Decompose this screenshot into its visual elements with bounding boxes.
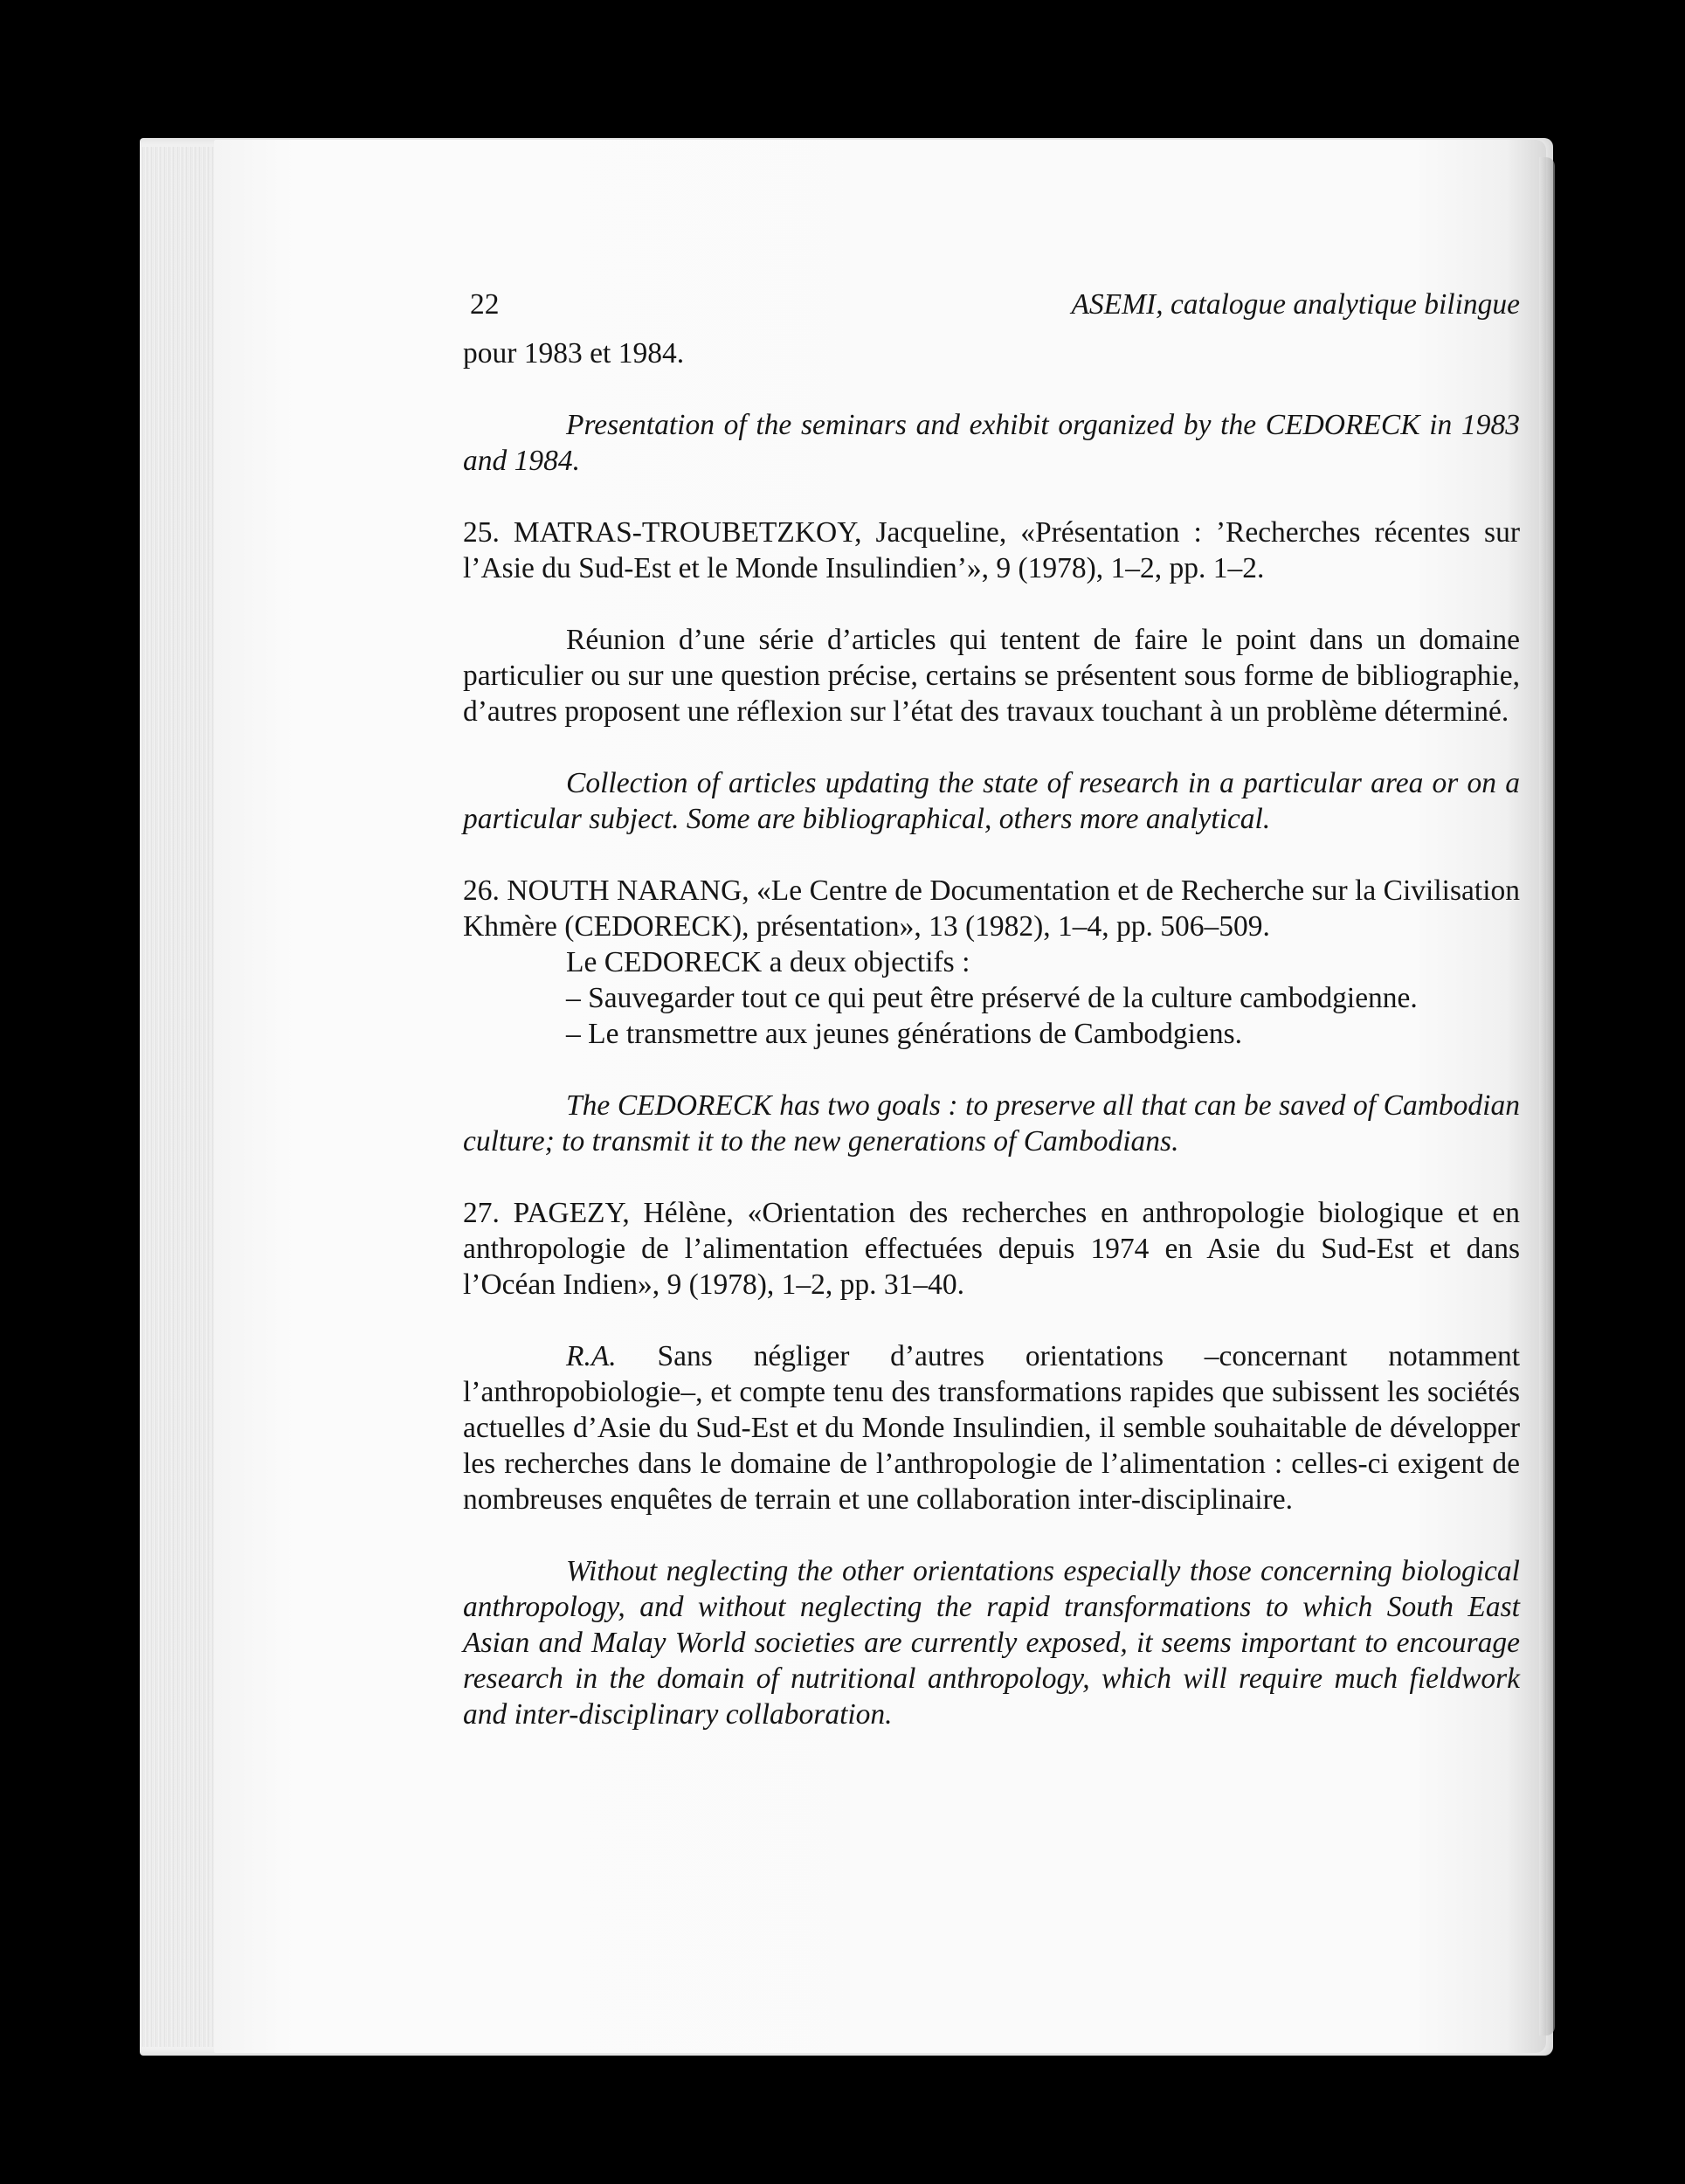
entry-25-french-abstract: Réunion d’une série d’articles qui tentent de faire le point dans un domaine particulier ou sur une question précise, certains se présentent sous forme de bibliographie, d’autres proposent une réflexion sur l’état des travaux touchant à un problème déterminé. <box>463 624 1520 728</box>
entry-26-objective: – Le transmettre aux jeunes générations de Cambodgiens. <box>566 1018 1242 1050</box>
entry-26-english-abstract: The CEDORECK has two goals : to preserve all that can be saved of Cambodian culture; to transmit it to the new generations of Cambodians. <box>463 1089 1520 1158</box>
paragraph-continuation: pour 1983 et 1984. <box>463 337 685 370</box>
page-number: 22 <box>470 288 500 321</box>
entry-25-english-abstract: Collection of articles updating the state of research in a particular area or on a particular subject. Some are bibliographical, others more analytical. <box>463 767 1520 835</box>
page-binding-shadow <box>1539 157 1555 2035</box>
entry-27-english-abstract: Without neglecting the other orientations especially those concerning biological anthropology, and without neglecting the rapid transformations to which South East Asian and Malay World societies are currently exposed, it seems important to encourage research in the domain of nutritional anthropology, which will require much fieldwork and inter-disciplinary collaboration. <box>463 1555 1520 1731</box>
entry-27-author-label: R.A. <box>566 1340 617 1372</box>
page-text <box>463 278 1520 1732</box>
running-title: ASEMI, catalogue analytique bilingue <box>1071 288 1520 321</box>
running-header <box>463 278 1520 321</box>
entry-27-french-text: Sans négliger d’autres orientations –concernant notamment l’anthropobiologie–, et compte tenu des transformations rapides que subissent les sociétés actuelles d’Asie du Sud-Est et du Monde Insulindien, il semble souhaitable de développer les recherches dans le domaine de l’anthropologie de l’alimentation : celles-ci exigent de nombreuses enquêtes de terrain et une collaboration inter-disciplinaire. <box>463 1340 1521 1516</box>
paragraph-english-summary: Presentation of the seminars and exhibit organized by the CEDORECK in 1983 and 1984. <box>463 409 1520 477</box>
bibliography-entry-26: 26. NOUTH NARANG, «Le Centre de Documentation et de Recherche sur la Civilisation Khmère (CEDORECK), présentation», 13 (1982), 1–4, pp. 506–509. <box>463 874 1520 943</box>
entry-27-french-abstract <box>463 1338 1520 1517</box>
entry-26-objective: – Sauvegarder tout ce qui peut être préservé de la culture cambodgienne. <box>566 982 1418 1014</box>
entry-26-intro: Le CEDORECK a deux objectifs : <box>566 946 970 978</box>
bibliography-entry-25: 25. MATRAS-TROUBETZKOY, Jacqueline, «Présentation : ’Recherches récentes sur l’Asie du Sud-Est et le Monde Insulindien’», 9 (1978), 1–2, pp. 1–2. <box>463 516 1520 584</box>
bibliography-entry-27: 27. PAGEZY, Hélène, «Orientation des recherches en anthropologie biologique et en anthropologie de l’alimentation effectuées depuis 1974 en Asie du Sud-Est et dans l’Océan Indien», 9 (1978), 1–2, pp. 31–40. <box>463 1197 1520 1301</box>
entry-26-french-abstract <box>463 944 1520 1052</box>
